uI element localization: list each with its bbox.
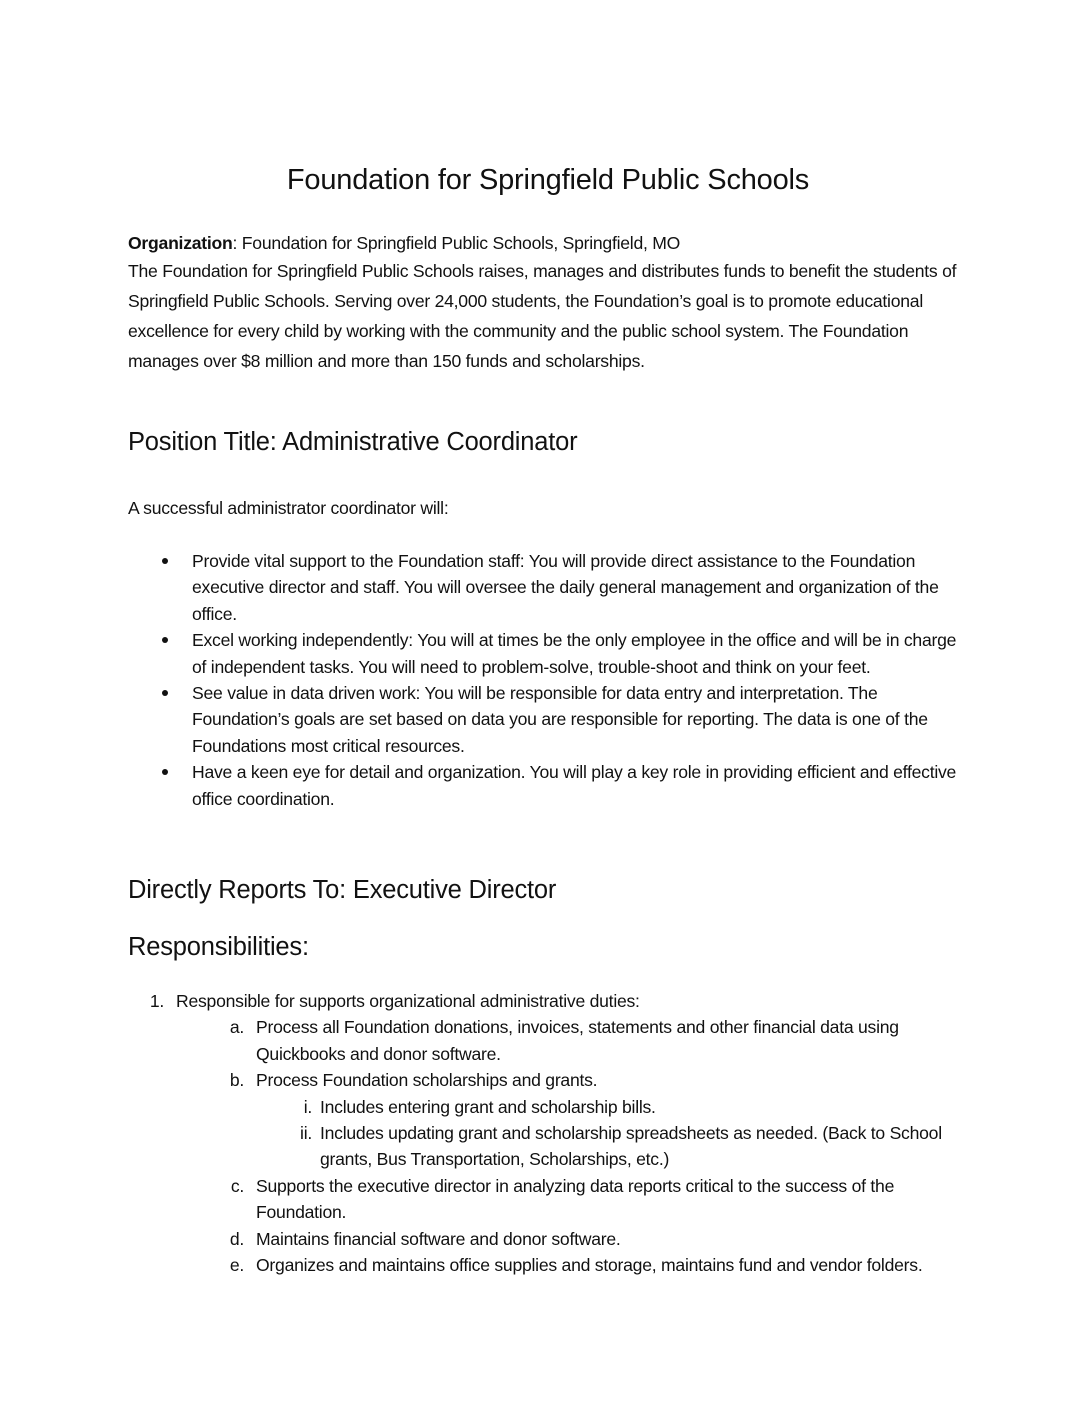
organization-label: Organization [128, 233, 233, 253]
bullet-icon [162, 690, 168, 696]
list-item-text: See value in data driven work: You will be responsible for data entry and interpretation. The Foundation’s goals are set based on data you are responsible for reporting. The data is one of the Foundations most critical resources. [192, 683, 928, 756]
sub-item-text: Supports the executive director in analyzing data reports critical to the success of the Foundation. [256, 1175, 895, 1223]
list-marker: a. [229, 1017, 244, 1038]
sub-sub-item [256, 1120, 968, 1173]
sub-item [176, 1226, 968, 1252]
sub-item [176, 1252, 968, 1278]
sub-item [176, 1067, 968, 1173]
bullet-icon [162, 769, 168, 775]
list-marker: e. [229, 1255, 244, 1276]
list-marker: d. [229, 1228, 244, 1249]
sub-item-text: Maintains financial software and donor software. [256, 1228, 621, 1249]
responsibilities-list [128, 988, 968, 1278]
responsibility-sub-list [176, 1014, 968, 1278]
list-item [128, 759, 968, 812]
list-marker: c. [230, 1175, 244, 1196]
position-title-heading: Position Title: Administrative Coordinator [128, 428, 578, 456]
sub-sub-list [256, 1094, 968, 1173]
bullet-icon [162, 637, 168, 643]
list-item-text: Excel working independently: You will at times be the only employee in the office and will be in charge of independent tasks. You will need to problem-solve, trouble-shoot and think on your feet. [192, 630, 957, 677]
list-marker: i. [303, 1096, 312, 1117]
sub-item-text: Organizes and maintains office supplies and storage, maintains fund and vendor folders. [256, 1255, 923, 1276]
intro-text: A successful administrator coordinator will: [128, 498, 449, 518]
document-title: Foundation for Springfield Public Schools [286, 164, 810, 196]
sub-item-text: Process all Foundation donations, invoices, statements and other financial data using Quickbooks and donor software. [256, 1017, 899, 1064]
sub-item [176, 1014, 968, 1067]
sub-sub-item-text: Includes entering grant and scholarship bills. [320, 1096, 656, 1117]
reports-to-heading: Directly Reports To: Executive Director [128, 876, 557, 904]
list-item [128, 627, 968, 680]
list-marker: b. [229, 1070, 244, 1091]
list-marker: 1. [149, 991, 164, 1011]
list-marker: ii. [300, 1123, 312, 1144]
list-item-text: Provide vital support to the Foundation staff: You will provide direct assistance to the Foundation executive director and staff. You will oversee the daily general management and organization of the office. [192, 551, 939, 624]
sub-item [176, 1173, 968, 1226]
responsibilities-heading: Responsibilities: [128, 933, 309, 961]
list-item [128, 680, 968, 759]
organization-value: : Foundation for Springfield Public Schools, Springfield, MO [232, 233, 681, 253]
responsibility-text: Responsible for supports organizational administrative duties: [176, 991, 640, 1011]
responsibility-item [128, 988, 968, 1278]
organization-line [128, 228, 968, 258]
sub-sub-item [256, 1094, 968, 1120]
sub-item-text: Process Foundation scholarships and grants. [256, 1070, 598, 1091]
bullet-icon [162, 558, 168, 564]
list-item [128, 548, 968, 627]
list-item-text: Have a keen eye for detail and organization. You will play a key role in providing efficient and effective office coordination. [192, 762, 957, 809]
organization-description: The Foundation for Springfield Public Schools raises, manages and distributes funds to benefit the students of Springfield Public Schools. Serving over 24,000 students, the Foundation’s goal is to promote educational excellence for every child by working with the community and the public school system. The Foundation manages over $8 million and more than 150 funds and scholarships. [128, 261, 957, 371]
sub-sub-item-text: Includes updating grant and scholarship spreadsheets as needed. (Back to School grants, Bus Transportation, Scholarships, etc.) [320, 1123, 942, 1170]
qualities-list [128, 548, 968, 812]
